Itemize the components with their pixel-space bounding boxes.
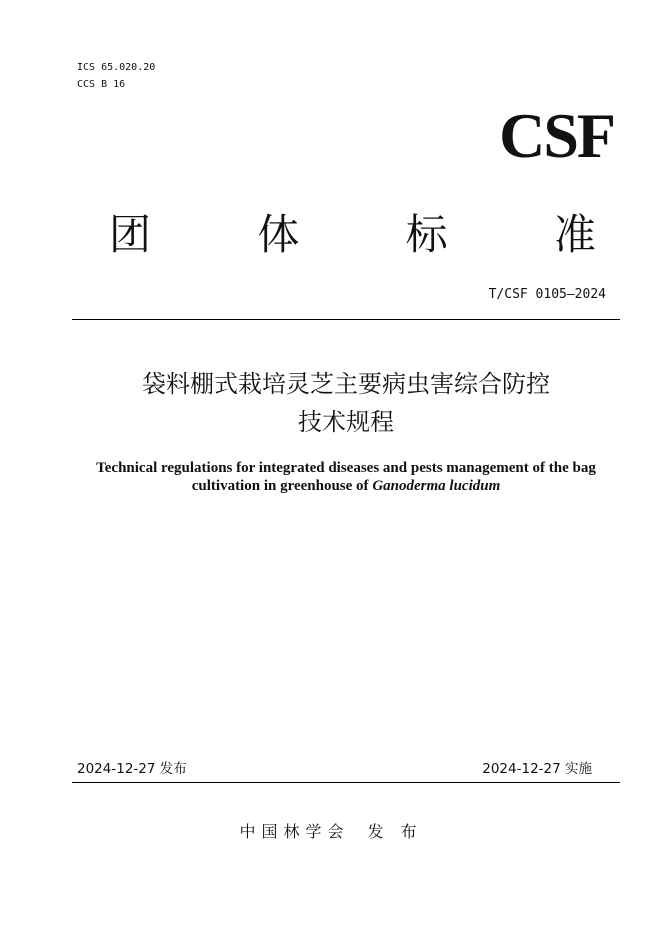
standard-type-heading	[100, 207, 605, 263]
standard-number: T/CSF 0105—2024	[488, 287, 606, 302]
standard-type-char: 团	[108, 210, 151, 259]
issuer-line	[0, 819, 662, 842]
chinese-title-line2: 技术规程	[298, 408, 394, 436]
chinese-title	[72, 365, 620, 441]
english-title-line2-text: cultivation in greenhouse of	[191, 478, 373, 494]
standard-type-char: 准	[553, 210, 596, 259]
implement-date: 2024-12-27 实施	[482, 761, 592, 777]
csf-logo: CSF	[499, 100, 614, 171]
issue-date: 2024-12-27 发布	[77, 761, 187, 777]
species-name: Ganoderma lucidum	[372, 478, 501, 494]
top-divider	[72, 319, 620, 320]
english-title	[72, 459, 620, 495]
standard-type-char: 标	[405, 210, 448, 259]
chinese-title-line1: 袋料棚式栽培灵芝主要病虫害综合防控	[142, 370, 550, 398]
bottom-divider	[72, 782, 620, 783]
issuer-action: 发 布	[367, 822, 423, 841]
english-title-line2	[72, 477, 620, 495]
ccs-code: CCS B 16	[77, 79, 126, 90]
issuer-org: 中国林学会	[239, 822, 350, 841]
standard-type-char: 体	[257, 210, 300, 259]
ics-code: ICS 65.020.20	[77, 62, 156, 73]
english-title-line1: Technical regulations for integrated diseases and pests management of the bag	[96, 460, 596, 476]
classification-codes	[77, 59, 155, 93]
